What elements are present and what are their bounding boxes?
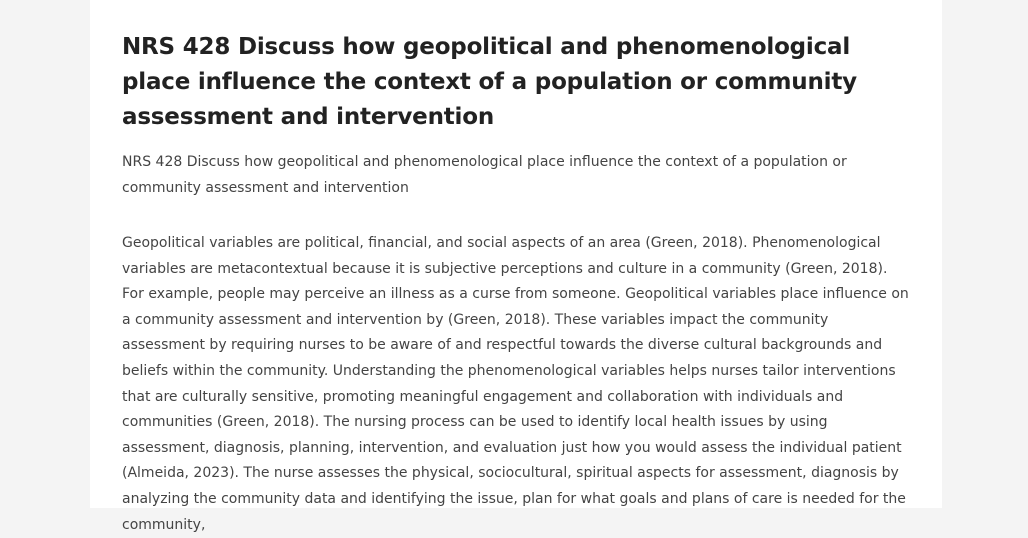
article-content (122, 30, 912, 538)
article-page (90, 0, 942, 533)
article-body-paragraph: Geopolitical variables are political, financial, and social aspects of an area (Green, 2018). Phenomenological variables are metacontextual because it is subjective perceptions and culture in a community (Green, 2018). For example, people may perceive an illness as a curse from someone. Geopolitical variables place influence on a community assessment and intervention by (Green, 2018). These variables impact the community assessment by requiring nurses to be aware of and respectful towards the diverse cultural backgrounds and beliefs within the community. Understanding the phenomenological variables helps nurses tailor interventions that are culturally sensitive, promoting meaningful engagement and collaboration with individuals and communities (Green, 2018). The nursing process can be used to identify local health issues by using assessment, diagnosis, planning, intervention, and evaluation just how you would assess the individual patient (Almeida, 2023). The nurse assesses the physical, sociocultural, spiritual aspects for assessment, diagnosis by analyzing the community data and identifying the issue, plan for what goals and plans of care is needed for the community, (122, 235, 909, 533)
article-title: NRS 428 Discuss how geopolitical and phenomenological place influence the context of a population or community assessment and intervention (122, 34, 857, 130)
article-subtitle: NRS 428 Discuss how geopolitical and phenomenological place influence the context of a population or community assessment and intervention (122, 154, 847, 196)
